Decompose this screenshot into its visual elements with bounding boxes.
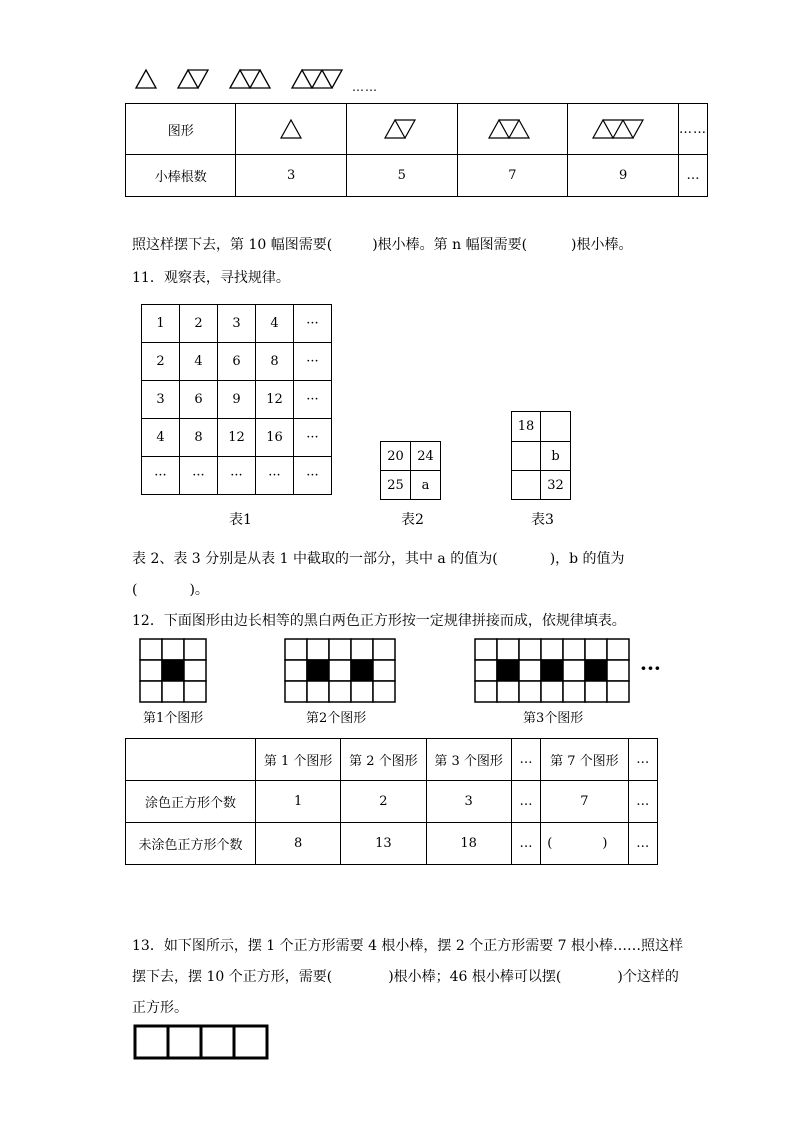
figure-cell-ellipsis: ……	[678, 104, 707, 155]
count-cell-1: 3	[236, 155, 347, 197]
count-cell-3: 7	[457, 155, 568, 197]
shaded-cell: 1	[255, 781, 340, 823]
t1-cell: 9	[218, 381, 256, 419]
t1-cell: 16	[256, 419, 294, 457]
t1-cell: ···	[218, 457, 256, 495]
q11-title: 11．观察表，寻找规律。	[132, 270, 290, 286]
figure-1-caption: 第1个图形	[143, 711, 204, 726]
t1-cell: 3	[218, 305, 256, 343]
square-count-table	[125, 738, 658, 865]
table-1-caption: 表1	[229, 512, 252, 528]
t1-cell: 3	[142, 381, 180, 419]
count-cell-ellipsis: …	[678, 155, 707, 197]
figure-cell-3	[457, 104, 568, 155]
t2-cell: 24	[411, 442, 441, 471]
sequence-ellipsis: ……	[352, 80, 378, 94]
count-cell-2: 5	[346, 155, 457, 197]
shaded-cell: …	[628, 781, 657, 823]
pattern-figure-2	[284, 638, 398, 704]
t1-cell: 6	[180, 381, 218, 419]
t3-cell	[512, 471, 541, 500]
pattern-figure-1	[139, 638, 209, 704]
t3-cell	[541, 412, 571, 442]
header-cell: 第 1 个图形	[255, 739, 340, 781]
header-cell: 第 7 个图形	[541, 739, 628, 781]
t1-cell: 1	[142, 305, 180, 343]
figure-3-caption: 第3个图形	[523, 711, 584, 726]
shaded-cell: 7	[541, 781, 628, 823]
t1-cell: ···	[294, 343, 332, 381]
header-cell: 第 3 个图形	[426, 739, 511, 781]
t1-cell: ···	[256, 457, 294, 495]
t1-cell: ···	[294, 305, 332, 343]
figure-cell-2	[346, 104, 457, 155]
t1-cell: 2	[142, 343, 180, 381]
t1-cell: 12	[218, 419, 256, 457]
unshaded-cell: …	[511, 823, 540, 865]
shaded-cell: …	[511, 781, 540, 823]
q11-question-line2: ( )。	[132, 582, 209, 598]
t1-cell: ···	[294, 381, 332, 419]
t1-cell: ···	[294, 457, 332, 495]
t1-cell: 6	[218, 343, 256, 381]
q13-line1: 13．如下图所示，摆 1 个正方形需要 4 根小棒，摆 2 个正方形需要 7 根小棒……照这样	[132, 938, 684, 954]
t2-cell: a	[411, 471, 441, 500]
pattern-more: ···	[640, 656, 661, 680]
stick-squares-figure	[133, 1024, 269, 1060]
count-cell-4: 9	[568, 155, 679, 197]
t1-cell: 8	[180, 419, 218, 457]
t1-cell: 4	[180, 343, 218, 381]
table-2	[380, 441, 441, 500]
row-label-unshaded: 未涂色正方形个数	[126, 823, 256, 865]
unshaded-cell: …	[628, 823, 657, 865]
q13-line2: 摆下去，摆 10 个正方形，需要( )根小棒；46 根小棒可以摆( )个这样的	[132, 969, 679, 985]
t1-cell: ···	[142, 457, 180, 495]
t2-cell: 20	[381, 442, 411, 471]
t1-cell: 4	[256, 305, 294, 343]
q13-line3: 正方形。	[132, 1000, 188, 1016]
t1-cell: 12	[256, 381, 294, 419]
t1-cell: 4	[142, 419, 180, 457]
stick-count-table	[125, 103, 708, 197]
table-3	[511, 411, 571, 500]
q10-question: 照这样摆下去，第 10 幅图需要( )根小棒。第 n 幅图需要( )根小棒。	[132, 237, 633, 253]
header-cell	[126, 739, 256, 781]
q11-question-line1: 表 2、表 3 分别是从表 1 中截取的一部分，其中 a 的值为( )，b 的值为	[132, 551, 625, 567]
t1-cell: ···	[180, 457, 218, 495]
header-cell: …	[628, 739, 657, 781]
unshaded-cell: 18	[426, 823, 511, 865]
t1-cell: ···	[294, 419, 332, 457]
t3-cell: 32	[541, 471, 571, 500]
table-1	[141, 304, 332, 495]
pattern-figure-3	[474, 638, 632, 704]
t3-cell: 18	[512, 412, 541, 442]
figure-cell-1	[236, 104, 347, 155]
table-3-caption: 表3	[531, 512, 554, 528]
header-cell: 第 2 个图形	[341, 739, 426, 781]
unshaded-cell: 8	[255, 823, 340, 865]
shaded-cell: 2	[341, 781, 426, 823]
figure-2-caption: 第2个图形	[306, 711, 367, 726]
unshaded-cell: 13	[341, 823, 426, 865]
t3-cell	[512, 442, 541, 471]
t3-cell: b	[541, 442, 571, 471]
shaded-cell: 3	[426, 781, 511, 823]
table-2-caption: 表2	[401, 512, 424, 528]
row-label-figure: 图形	[126, 104, 236, 155]
header-cell: …	[511, 739, 540, 781]
row-label-shaded: 涂色正方形个数	[126, 781, 256, 823]
t1-cell: 8	[256, 343, 294, 381]
q12-title: 12．下面图形由边长相等的黑白两色正方形按一定规律拼接而成，依规律填表。	[132, 613, 626, 629]
triangle-sequence-figures	[130, 66, 390, 92]
t1-cell: 2	[180, 305, 218, 343]
t2-cell: 25	[381, 471, 411, 500]
triangle-sequence	[130, 66, 390, 92]
row-label-stick-count: 小棒根数	[126, 155, 236, 197]
answer-blank-cell[interactable]: ( )	[541, 823, 628, 865]
figure-cell-4	[568, 104, 679, 155]
